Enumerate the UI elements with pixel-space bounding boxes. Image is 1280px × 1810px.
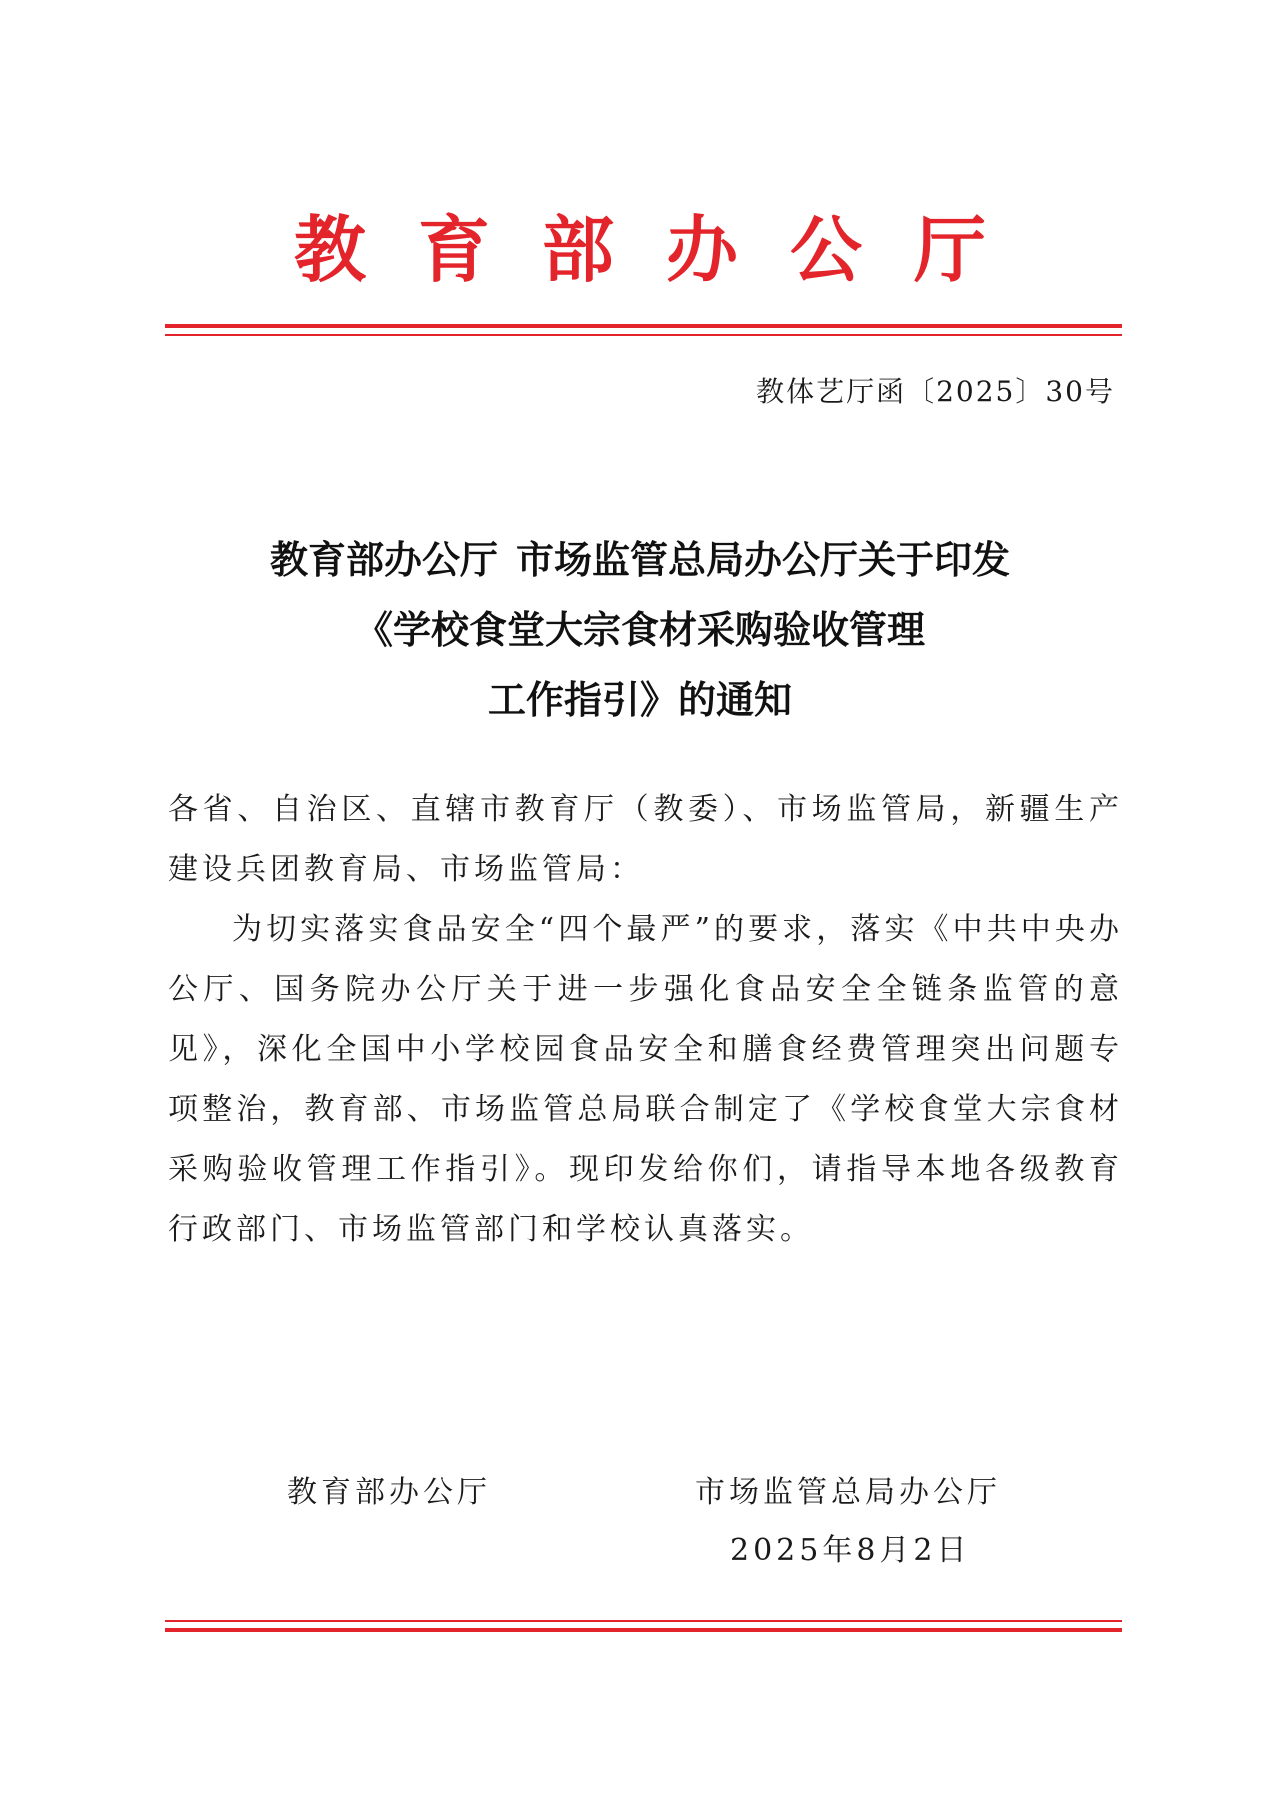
signature-issuer-right: 市场监管总局办公厅 <box>695 1475 1001 1510</box>
document-number: 教体艺厅函〔2025〕30号 <box>756 375 1115 408</box>
subject-issuer-2: 市场监管总局办公厅关于印发 <box>516 538 1011 582</box>
subject-issuer-1: 教育部办公厅 <box>269 538 498 582</box>
header-red-rule-thick <box>165 324 1122 328</box>
document-body <box>168 780 1123 1260</box>
subject-line-3: 工作指引》的通知 <box>487 678 792 722</box>
signature-date: 2025年8月2日 <box>730 1533 971 1568</box>
document-subject-title <box>0 525 1280 735</box>
main-paragraph: 为切实落实食品安全“四个最严”的要求，落实《中共中央办公厅、国务院办公厅关于进一步强化食品安全全链条监管的意见》，深化全国中小学校园食品安全和膳食经费管理突出问题专项整治，教育部、市场监管总局联合制定了《学校食堂大宗食材采购验收管理工作指引》。现印发给你们，请指导本地各级教育行政部门、市场监管部门和学校认真落实。 <box>168 912 1123 1247</box>
signature-issuer-left: 教育部办公厅 <box>287 1475 491 1510</box>
recipients-paragraph: 各省、自治区、直辖市教育厅（教委）、市场监管局，新疆生产建设兵团教育局、市场监管局： <box>168 792 1123 887</box>
footer-red-rule-thin <box>165 1620 1122 1622</box>
issuer-header-title: 教育部办公厅 <box>293 208 1038 292</box>
subject-line-2: 《学校食堂大宗食材采购验收管理 <box>354 608 925 652</box>
header-red-rule-thin <box>165 334 1122 336</box>
subject-line-1 <box>0 525 1280 595</box>
footer-red-rule-thick <box>165 1628 1122 1632</box>
